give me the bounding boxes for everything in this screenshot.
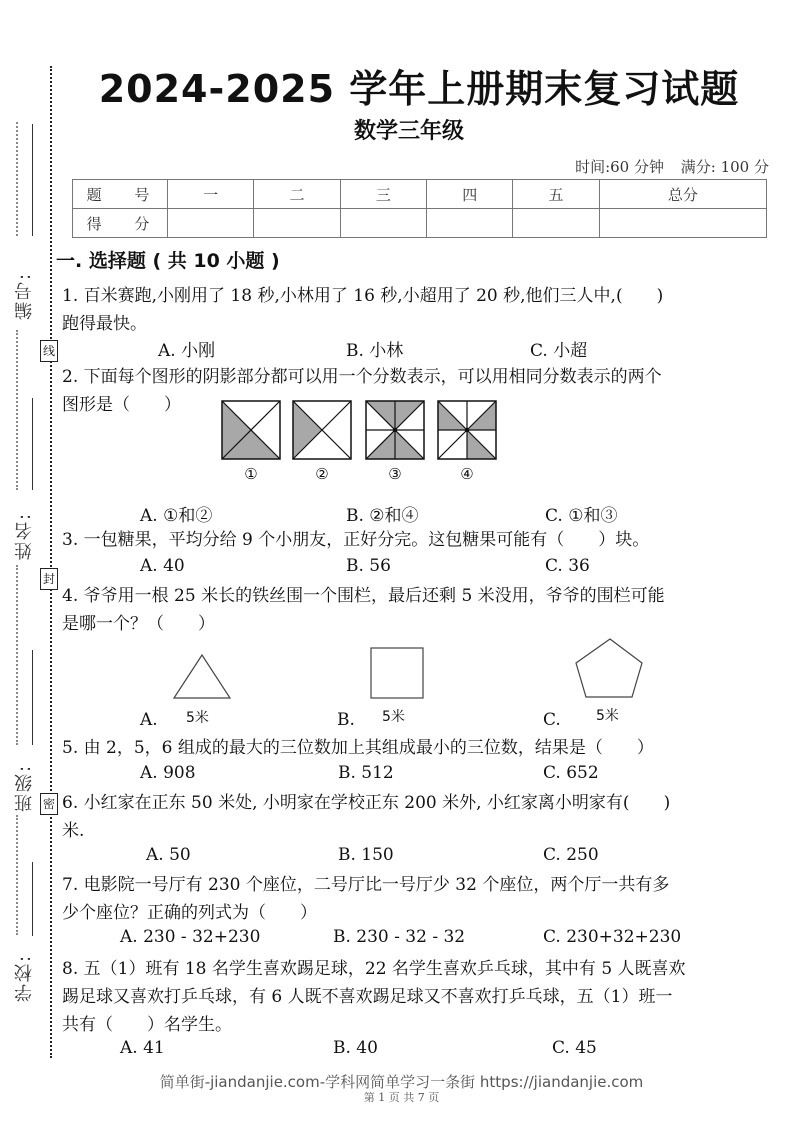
seal-mark-seal: 封	[40, 568, 58, 590]
label-class: 班级:	[14, 763, 35, 812]
question-1	[62, 282, 752, 338]
question-4	[62, 582, 752, 638]
page-number: 第 1 页 共 7 页	[363, 1091, 440, 1104]
score-input-cell[interactable]	[168, 209, 254, 238]
fill-line-school	[32, 862, 33, 936]
option-c[interactable]: C.	[543, 710, 561, 730]
triangle-side-label: 5米	[186, 710, 209, 726]
fraction-figures	[218, 398, 500, 462]
option-b[interactable]: B. 40	[333, 1038, 378, 1058]
full-score: 满分: 100 分	[680, 158, 769, 176]
option-a[interactable]: A. ①和②	[140, 506, 213, 526]
square-icon	[371, 648, 423, 698]
page-title: 2024-2025 学年上册期末复习试题	[98, 67, 740, 111]
option-b[interactable]: B. 56	[346, 556, 391, 576]
question-1-options	[0, 336, 793, 362]
score-input-cell[interactable]	[340, 209, 426, 238]
question-4-options	[0, 710, 793, 736]
question-text: 少个座位？正确的列式为（ ）	[62, 903, 317, 923]
score-input-cell[interactable]	[599, 209, 766, 238]
question-text: 米.	[62, 821, 85, 841]
question-text: 4. 爷爷用一根 25 米长的铁丝围一个围栏，最后还剩 5 米没用，爷爷的围栏可能	[62, 586, 665, 606]
option-c[interactable]: C. 250	[543, 845, 599, 865]
figure-2-label: ②	[315, 465, 329, 483]
figure-4-label: ④	[460, 465, 474, 483]
question-5	[62, 734, 752, 762]
question-text: 共有（ ）名学生。	[62, 1015, 232, 1035]
option-a[interactable]: A.	[140, 710, 158, 730]
score-table	[72, 179, 767, 238]
table-cell: 四	[427, 180, 513, 209]
score-table-score-row	[73, 209, 767, 238]
question-5-options	[0, 763, 793, 789]
question-7	[62, 871, 752, 927]
score-input-cell[interactable]	[254, 209, 340, 238]
question-text: 7. 电影院一号厅有 230 个座位，二号厅比一号厅少 32 个座位，两个厅一共有多	[62, 875, 670, 895]
pentagon-side-label: 5米	[596, 708, 619, 724]
figure-2-icon	[293, 401, 351, 459]
option-b[interactable]: B.	[337, 710, 355, 730]
table-cell: 题 号	[73, 180, 168, 209]
label-number: 编号:	[14, 271, 35, 320]
exam-meta	[563, 156, 769, 177]
option-b[interactable]: B. 小林	[346, 341, 404, 361]
option-c[interactable]: C. 45	[552, 1038, 597, 1058]
label-name: 姓名:	[14, 511, 35, 560]
seal-mark-line: 线	[40, 340, 58, 362]
option-c[interactable]: C. ①和③	[545, 506, 618, 526]
table-cell: 得 分	[73, 209, 168, 238]
time-limit: 时间:60 分钟	[575, 158, 664, 176]
option-b[interactable]: B. 512	[338, 763, 394, 783]
table-cell: 三	[340, 180, 426, 209]
question-text: 图形是（ ）	[62, 395, 181, 415]
fence-shapes	[168, 636, 658, 706]
question-text: 8. 五（1）班有 18 名学生喜欢踢足球，22 名学生喜欢乒乓球，其中有 5 人既喜欢	[62, 959, 686, 979]
option-b[interactable]: B. ②和④	[346, 506, 419, 526]
question-8	[62, 955, 752, 1039]
option-a[interactable]: A. 50	[146, 845, 191, 865]
seal-mark-secret: 密	[40, 793, 58, 815]
question-6	[62, 789, 752, 845]
figure-1-icon	[222, 401, 280, 459]
question-text: 6. 小红家在正东 50 米处, 小明家在学校正东 200 米外, 小红家离小明家有( )	[62, 793, 671, 813]
figure-1-label: ①	[244, 465, 258, 483]
option-b[interactable]: B. 230 - 32 - 32	[333, 927, 466, 947]
question-text: 跑得最快。	[62, 314, 147, 334]
option-a[interactable]: A. 908	[140, 763, 196, 783]
watermark-footer: 简单街-jiandanjie.com-学科网简单学习一条街 https://jiandanjie.com	[159, 1073, 644, 1091]
option-a[interactable]: A. 230 - 32+230	[120, 927, 261, 947]
question-3-options	[0, 556, 793, 582]
pentagon-icon	[576, 639, 642, 697]
table-cell: 五	[513, 180, 599, 209]
option-a[interactable]: A. 小刚	[158, 341, 216, 361]
question-6-options	[0, 845, 793, 871]
question-8-options	[0, 1038, 793, 1064]
option-c[interactable]: C. 652	[543, 763, 599, 783]
question-text: 踢足球又喜欢打乒乓球，有 6 人既不喜欢踢足球又不喜欢打乒乓球，五（1）班一	[62, 987, 673, 1007]
question-7-options	[0, 927, 793, 953]
margin-dash	[16, 815, 18, 935]
question-text: 1. 百米赛跑,小刚用了 18 秒,小林用了 16 秒,小超用了 20 秒,他们三人中,( )	[62, 286, 664, 306]
section-title: 一. 选择题 ( 共 10 小题 )	[56, 250, 280, 272]
table-cell: 总分	[599, 180, 766, 209]
label-school: 学校:	[14, 953, 35, 1002]
option-a[interactable]: A. 40	[140, 556, 185, 576]
question-text: 2. 下面每个图形的阴影部分都可以用一个分数表示，可以用相同分数表示的两个	[62, 367, 662, 387]
question-3	[62, 526, 752, 554]
score-input-cell[interactable]	[513, 209, 599, 238]
table-cell: 一	[168, 180, 254, 209]
option-c[interactable]: C. 36	[545, 556, 590, 576]
figure-4-icon	[438, 401, 496, 459]
page-subtitle: 数学三年级	[353, 119, 464, 144]
question-text: 5. 由 2，5，6 组成的最大的三位数加上其组成最小的三位数，结果是（ ）	[62, 738, 654, 758]
fill-line-name	[32, 398, 33, 490]
question-text: 3. 一包糖果，平均分给 9 个小朋友，正好分完。这包糖果可能有（ ）块。	[62, 530, 650, 550]
option-c[interactable]: C. 小超	[530, 341, 588, 361]
figure-3-icon	[366, 401, 424, 459]
score-input-cell[interactable]	[427, 209, 513, 238]
option-c[interactable]: C. 230+32+230	[543, 927, 682, 947]
square-side-label: 5米	[382, 709, 405, 725]
score-table-header-row	[73, 180, 767, 209]
question-text: 是哪一个？（ ）	[62, 614, 215, 634]
question-2-options	[0, 501, 793, 527]
option-b[interactable]: B. 150	[338, 845, 394, 865]
figure-3-label: ③	[388, 465, 402, 483]
triangle-icon	[174, 655, 230, 698]
table-cell: 二	[254, 180, 340, 209]
option-a[interactable]: A. 41	[120, 1038, 165, 1058]
